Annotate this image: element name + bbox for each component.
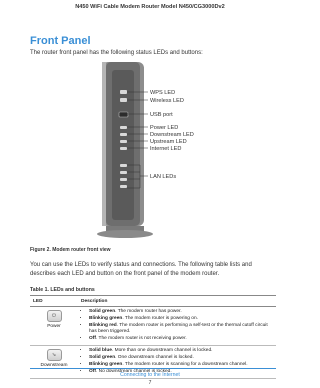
led-name: Downstream bbox=[40, 362, 68, 368]
list-item: • Blinking green. The modem router is scanning for a downstream channel. bbox=[89, 362, 273, 368]
page-number: 7 bbox=[148, 380, 152, 386]
list-item: • Off. No downstream channel is locked. bbox=[89, 369, 273, 375]
list-item: • Off. The modem router is not receiving power. bbox=[89, 336, 273, 342]
callout-wireless-led: Wireless LED bbox=[150, 98, 184, 104]
body-paragraph: You can use the LEDs to verify status and connections. The following table lists and describes each LED and button on the front panel of the modem router. bbox=[30, 262, 252, 277]
callout-usb-port: USB port bbox=[150, 112, 173, 118]
list-item: • Solid green. The modem router has power. bbox=[89, 309, 273, 315]
figure-caption: Figure 2. Modem router front view bbox=[30, 247, 111, 253]
list-item: • Blinking red. The modem router is performing a self-test or the thermal cutoff circuit has been triggered. bbox=[89, 323, 273, 335]
callout-internet-led: Internet LED bbox=[150, 146, 182, 152]
table-header-row bbox=[30, 296, 276, 307]
led-cell bbox=[30, 307, 78, 346]
callout-lan-leds: LAN LEDs bbox=[150, 174, 177, 180]
footer-section-link[interactable]: Connecting to the Internet bbox=[120, 372, 180, 378]
list-item: • Solid blue. More than one downstream channel is locked. bbox=[89, 348, 273, 354]
list-item: • Solid green. One downstream channel is locked. bbox=[89, 355, 273, 361]
callout-wps-led: WPS LED bbox=[150, 90, 176, 96]
footer-divider bbox=[30, 368, 276, 369]
downstream-arrow-icon: ⇘ bbox=[47, 349, 62, 361]
description-cell bbox=[78, 307, 276, 346]
column-header-description: Description bbox=[78, 296, 276, 307]
router-illustration bbox=[97, 62, 153, 238]
callout-downstream-led: Downstream LED bbox=[150, 132, 194, 138]
intro-text: The router front panel has the following status LEDs and buttons: bbox=[30, 50, 203, 56]
leds-table bbox=[30, 295, 276, 379]
section-title: Front Panel bbox=[30, 35, 91, 47]
table-title: Table 1. LEDs and buttons bbox=[30, 287, 95, 293]
power-icon: ⏻ bbox=[47, 310, 62, 322]
running-header: N450 WiFi Cable Modem Router Model N450/CG3000Dv2 bbox=[75, 4, 225, 10]
callout-upstream-led: Upstream LED bbox=[150, 139, 187, 145]
led-name: Power bbox=[47, 324, 61, 329]
list-item: • Blinking green. The modem router is powering on. bbox=[89, 316, 273, 322]
callout-power-led: Power LED bbox=[150, 125, 179, 131]
column-header-led: LED bbox=[30, 296, 78, 307]
table-row bbox=[30, 307, 276, 346]
